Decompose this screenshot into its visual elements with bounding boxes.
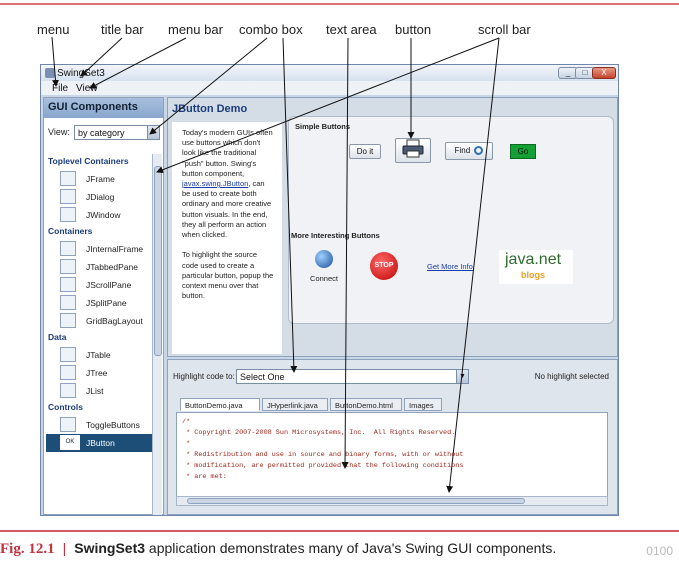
component-tree: [46, 154, 152, 516]
connect-label: Connect: [310, 274, 338, 283]
desc-text-1: Today's modern GUIs often use buttons which don't look like the traditional "push" button. Swing's button component,: [182, 128, 273, 178]
component-icon: [60, 295, 76, 310]
tab-jhyperlink-java[interactable]: JHyperlink.java: [262, 398, 328, 411]
tree-item[interactable]: [46, 294, 152, 312]
horizontal-scrollbar[interactable]: [176, 496, 608, 506]
window-title: SwingSet3: [57, 68, 105, 79]
title-bar[interactable]: [41, 65, 618, 81]
tab-images[interactable]: Images: [404, 398, 442, 411]
tree-item-label: JInternalFrame: [86, 244, 144, 254]
highlight-label: Highlight code to:: [173, 372, 235, 381]
menu-file[interactable]: File: [52, 83, 69, 94]
java-net-label: java.net: [505, 251, 562, 268]
caption-separator: |: [62, 540, 67, 556]
component-icon: [60, 171, 76, 186]
get-more-info-link[interactable]: Get More Info: [427, 262, 473, 271]
component-icon: [60, 365, 76, 380]
tree-category[interactable]: Data: [48, 332, 67, 342]
tree-item-label: JTable: [86, 350, 111, 360]
component-icon: [60, 259, 76, 274]
caption-text: application demonstrates many of Java's Swing GUI components.: [145, 540, 557, 556]
callout-button: button: [395, 22, 432, 37]
watermark: 0100: [646, 544, 673, 558]
blogs-label: blogs: [521, 270, 545, 280]
tree-item[interactable]: [46, 346, 152, 364]
tree-item-label: JTabbedPane: [86, 262, 138, 272]
simple-buttons-label: Simple Buttons: [295, 122, 351, 131]
gui-components-panel: [43, 97, 164, 515]
minimize-button[interactable]: _: [558, 67, 578, 79]
tree-category[interactable]: Toplevel Containers: [48, 156, 129, 166]
chevron-down-icon: ▼: [456, 370, 468, 383]
tree-item-label: JButton: [86, 438, 115, 448]
tree-item-label: JList: [86, 386, 104, 396]
close-button[interactable]: X: [592, 67, 616, 79]
app-icon: [45, 68, 55, 78]
tree-category[interactable]: Controls: [48, 402, 83, 412]
printer-icon: [401, 139, 425, 159]
chevron-down-icon: ▼: [147, 126, 159, 139]
tree-item[interactable]: [46, 170, 152, 188]
interesting-buttons-label: More Interesting Buttons: [291, 231, 380, 240]
desc-text-2: , can be used to create both ordinary and more creative button visuals. In the end, they all perform an action when clicked.: [182, 179, 272, 240]
component-icon: [60, 241, 76, 256]
figure-number: Fig. 12.1: [0, 541, 55, 557]
component-icon: [60, 313, 76, 328]
callout-title-bar: title bar: [101, 22, 144, 37]
tree-item-label: ToggleButtons: [86, 420, 140, 430]
desc-text-3: To highlight the source code used to create a particular button, popup the context menu over that button.: [182, 250, 274, 301]
jbutton-link[interactable]: javax.swing.JButton: [182, 179, 249, 189]
tree-item[interactable]: [46, 364, 152, 382]
tree-item-label: JWindow: [86, 210, 121, 220]
tree-item-label: JSplitPane: [86, 298, 127, 308]
tree-item[interactable]: [46, 312, 152, 330]
stop-label: STOP: [374, 262, 394, 269]
highlight-combo-box[interactable]: [236, 369, 469, 384]
tree-item-label: GridBagLayout: [86, 316, 143, 326]
tree-scroll-thumb[interactable]: [154, 166, 162, 356]
source-text-area[interactable]: /* * Copyright 2007-2008 Sun Microsystems, Inc. All Rights Reserved. * * Redistribution and use in source and binary forms, with or without * modification, are permitted provided that the following conditions * are met:: [176, 412, 608, 504]
tree-category[interactable]: Containers: [48, 226, 93, 236]
bottom-rule: [0, 530, 679, 532]
component-icon: OK: [60, 435, 80, 450]
tree-item-label: JDialog: [86, 192, 115, 202]
go-button[interactable]: Go: [510, 144, 536, 159]
caption-app-name: SwingSet3: [74, 540, 146, 556]
demo-description: [172, 122, 282, 354]
do-it-button[interactable]: Do it: [349, 144, 381, 159]
buttons-area: [288, 116, 614, 324]
tree-item[interactable]: [46, 240, 152, 258]
tree-item[interactable]: [46, 188, 152, 206]
top-rule: [0, 3, 679, 5]
horizontal-scroll-thumb[interactable]: [187, 498, 525, 504]
tree-item-label: JScrollPane: [86, 280, 132, 290]
maximize-button[interactable]: □: [575, 67, 595, 79]
callout-menu-bar: menu bar: [168, 22, 223, 37]
component-icon: [60, 207, 76, 222]
find-label: Find: [454, 146, 471, 155]
menu-view[interactable]: View: [76, 83, 98, 94]
component-icon: [60, 383, 76, 398]
view-combo-value: by category: [78, 128, 125, 138]
tree-item[interactable]: [46, 434, 152, 452]
callout-menu: menu: [37, 22, 70, 37]
tab-buttondemo-html[interactable]: ButtonDemo.html: [330, 398, 402, 411]
highlight-combo-value: Select One: [240, 372, 285, 382]
tree-item[interactable]: [46, 258, 152, 276]
tree-item[interactable]: [46, 276, 152, 294]
java-net-blogs-button[interactable]: [499, 250, 573, 284]
tree-item[interactable]: [46, 206, 152, 224]
magnifier-icon: [474, 146, 483, 155]
callout-combo-box: combo box: [239, 22, 303, 37]
stop-button[interactable]: [370, 252, 398, 280]
tree-item[interactable]: [46, 382, 152, 400]
component-icon: [60, 277, 76, 292]
view-combo-box[interactable]: [74, 125, 160, 140]
tree-item-label: JTree: [86, 368, 108, 378]
demo-panel: [167, 97, 618, 357]
no-highlight-status: No highlight selected: [534, 372, 609, 381]
connect-button[interactable]: [307, 250, 341, 286]
find-button[interactable]: [445, 142, 493, 160]
component-icon: [60, 189, 76, 204]
view-label: View:: [48, 127, 70, 137]
tree-item[interactable]: [46, 416, 152, 434]
source-code-panel: [167, 359, 618, 515]
print-button[interactable]: [395, 138, 431, 163]
swingset3-window: [40, 64, 619, 516]
callout-scroll-bar: scroll bar: [478, 22, 531, 37]
figure-caption: [0, 540, 679, 558]
tree-item-label: JFrame: [86, 174, 115, 184]
component-icon: [60, 417, 76, 432]
tree-scrollbar[interactable]: [152, 154, 162, 516]
panel-header: GUI Components: [44, 98, 163, 118]
globe-icon: [315, 250, 333, 268]
callout-text-area: text area: [326, 22, 377, 37]
menu-bar: [41, 81, 618, 95]
tab-buttondemo-java[interactable]: ButtonDemo.java: [180, 398, 260, 411]
demo-title: JButton Demo: [172, 103, 248, 115]
component-icon: [60, 347, 76, 362]
